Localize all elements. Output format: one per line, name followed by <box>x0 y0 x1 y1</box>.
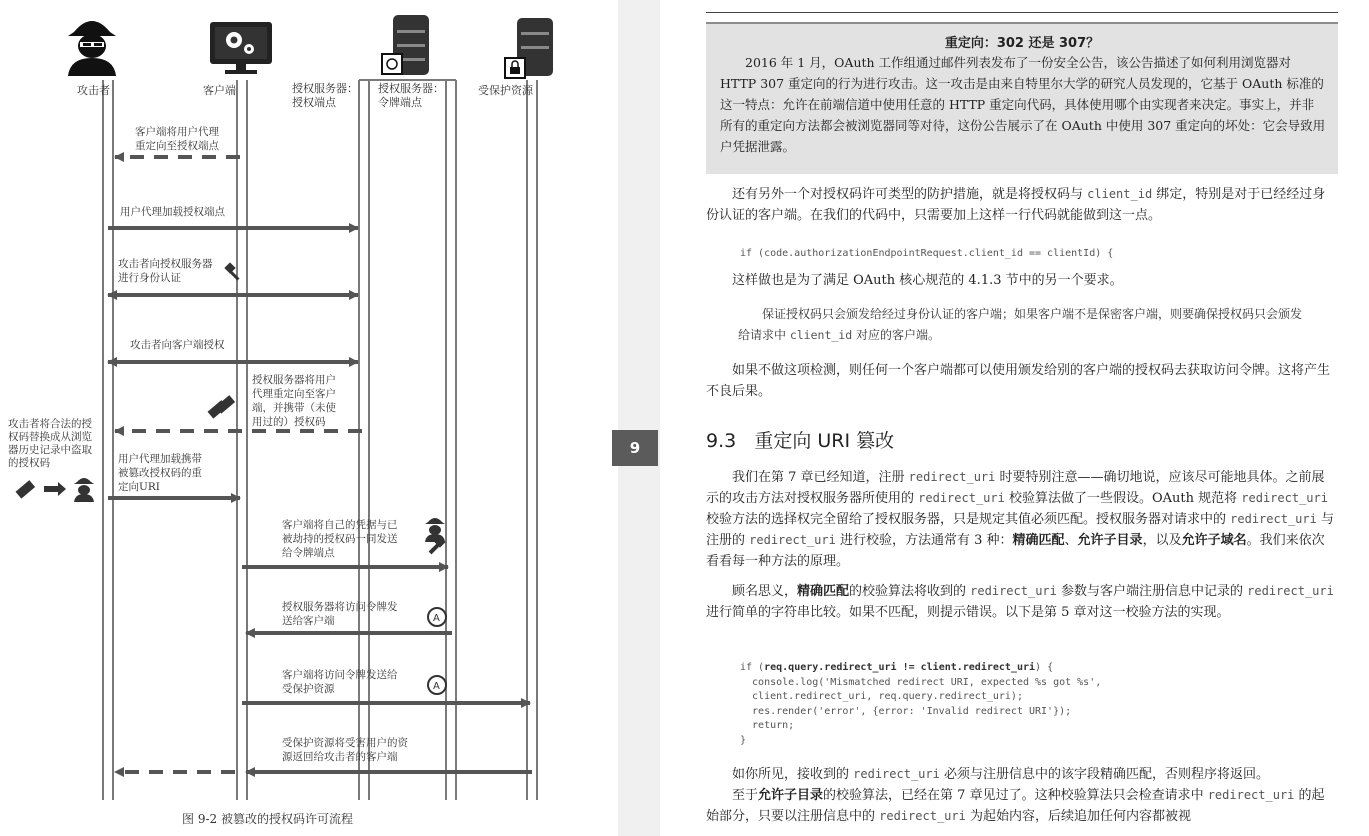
code-block: if (req.query.redirect_uri != client.redirect_uri) { console.log('Mismatched redirect URI, expected %s got %s', client.redirect_uri, req.query.redirect_uri); res.render('error', {error: 'Invalid redirect URI'}); return; } <box>740 662 1102 746</box>
paragraph: 我们在第 7 章已经知道，注册 redirect_uri 时要特别注意——确切地说，应该尽可能地具体。之前展示的攻击方法对授权服务器所使用的 redirect_uri 校验算法做了一些假设。OAuth 规范将 redirect_uri 校验方法的选择权完全留给了授权服务器，只是规定其值必须匹配。授权服务器对请求中的 redirect_uri 与注册的 redirect_uri 进行校验，方法通常有 3 种：精确匹配、允许子目录，以及允许子域名。我们来依次看看每一种方法的原理。 <box>706 470 1334 569</box>
msg-token-to-client: 授权服务器将访问令牌发 送给客户端 <box>282 601 398 627</box>
code-line: if (code.authorizationEndpointRequest.client_id == clientId) { <box>740 248 1114 259</box>
actor-client: 客户端 <box>203 84 236 97</box>
paragraph: 还有另外一个对授权码许可类型的防护措施，就是将授权码与 client_id 绑定，特别是对于已经经过身份认证的客户端。在我们的代码中，只需要加上这样一行代码就能做到这一点。 <box>706 187 1326 223</box>
msg-attacker-swap-code: 攻击者将合法的授 权码替换成从浏览 器历史记录中盗取 的授权码 <box>8 418 92 469</box>
msg-client-to-token: 客户端将自己的凭据与已 被劫持的授权码一同发送 给令牌端点 <box>282 519 398 559</box>
hacker-key-icon <box>425 518 446 554</box>
sidebar-body: 2016 年 1 月，OAuth 工作组通过邮件列表发布了一份安全公告，该公告描述了如何利用浏览器对 HTTP 307 重定向的行为进行攻击。这一攻击是由来自特里尔大学的研究人员发现的，它基于 OAuth 标准的这一特点：允许在前端信道中使用任意的 HTTP 重定向代码，具体使用哪个由实现者来决定。事实上，并非所有的重定向方法都会被浏览器同等对待，这份公告展示了在 OAuth 中使用 307 重定向的坏处：它会导致用户凭据泄露。 <box>720 55 1326 154</box>
msg-load-auth-endpoint: 用户代理加载授权端点 <box>120 206 225 218</box>
paragraph: 如果不做这项检测，则任何一个客户端都可以使用颁发给别的客户端的授权码去获取访问令牌。这将产生不良后果。 <box>706 363 1331 399</box>
locked-server-icon <box>505 18 553 78</box>
paragraph: 顾名思义，精确匹配的校验算法将收到的 redirect_uri 参数与客户端注册信息中记录的 redirect_uri 进行简单的字符串比较。如果不匹配，则提示错误。以下是第 5 章对这一校验方法的实现。 <box>706 584 1334 620</box>
actor-protected-resource: 受保护资源 <box>478 84 533 97</box>
paragraph: 这样做也是为了满足 OAuth 核心规范的 4.1.3 节中的另一个要求。 <box>732 273 1123 288</box>
svg-text:A: A <box>433 681 440 692</box>
book-gutter <box>618 0 660 836</box>
msg-auth-redirect-code: 授权服务器将用户 代理重定向至客户 端，并携带（未使 用过的）授权码 <box>252 374 336 428</box>
actor-auth-endpoint: 授权服务器： 授权端点 <box>292 82 358 109</box>
msg-resource-to-client: 受保护资源将受害用户的资 源返回给攻击者的客户端 <box>282 737 408 763</box>
msg-load-tampered-uri: 用户代理加载携带 被篡改授权码的重 定向URI <box>118 453 202 493</box>
ticket-icon <box>208 395 236 418</box>
spec-quote: 保证授权码只会颁发给经过身份认证的客户端；如果客户端不是保密客户端，则要确保授权码只会颁发给请求中 client_id 对应的客户端。 <box>738 307 1303 342</box>
code-swap-icons <box>16 478 94 502</box>
client-monitor-icon <box>210 22 272 74</box>
actor-attacker: 攻击者 <box>77 84 110 97</box>
paragraph: 至于允许子目录的校验算法，已经在第 7 章见过了。这种校验算法只会检查请求中 redirect_uri 的起始部分，只要以注册信息中的 redirect_uri 为起始内容，后续追加任何内容都被视 <box>706 788 1325 824</box>
section-heading: 9.3 重定向 URI 篡改 <box>706 430 895 452</box>
msg-attacker-authorize: 攻击者向客户端授权 <box>130 339 225 351</box>
msg-attacker-auth: 攻击者向授权服务器 进行身份认证 <box>118 258 213 284</box>
header-rule <box>706 12 1338 13</box>
sidebar-title: 重定向：302 还是 307？ <box>944 36 1100 51</box>
attacker-icon <box>68 21 116 76</box>
right-page <box>660 0 1369 836</box>
msg-client-redirect: 客户端将用户代理 重定向至授权端点 <box>135 126 219 152</box>
msg-client-to-resource: 客户端将访问令牌发送给 受保护资源 <box>282 669 398 695</box>
chapter-tab: 9 <box>612 430 658 466</box>
left-page <box>0 0 618 836</box>
server-icon <box>382 15 429 75</box>
paragraph: 如你所见，接收到的 redirect_uri 必须与注册信息中的该字段精确匹配，否则程序将返回。 <box>732 767 1269 782</box>
svg-text:A: A <box>433 613 440 624</box>
actor-token-endpoint: 授权服务器： 令牌端点 <box>378 82 444 109</box>
figure-caption: 图 9-2 被篡改的授权码许可流程 <box>182 812 353 826</box>
sidebar-box <box>706 22 1338 174</box>
